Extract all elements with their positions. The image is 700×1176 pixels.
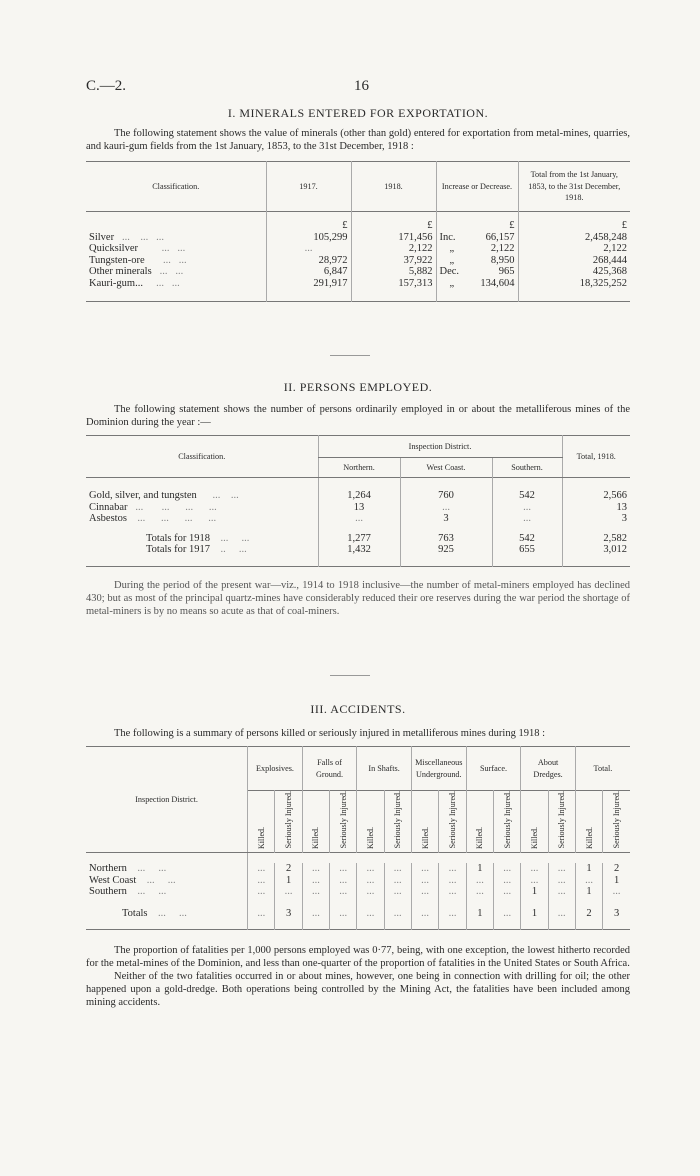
section-accidents — [86, 702, 630, 1009]
seriously-injured-label: Seriously Injured. — [448, 791, 458, 849]
killed-value: ... — [248, 875, 275, 887]
injured-value: ... — [548, 863, 575, 875]
total-value: 2,566 — [562, 490, 630, 502]
col-west-coast: West Coast. — [400, 458, 492, 478]
killed-value: ... — [357, 886, 384, 898]
killed-label: Killed. — [365, 826, 375, 849]
total-value: 425,368 — [518, 266, 630, 278]
injured-value: ... — [384, 863, 411, 875]
district-cell — [86, 875, 248, 887]
injured-value: ... — [275, 886, 302, 898]
total-value: 268,444 — [518, 255, 630, 267]
col-killed — [466, 791, 493, 853]
district-cell — [86, 908, 248, 920]
total-value: 2,458,248 — [518, 232, 630, 244]
col-1918: 1918. — [351, 162, 436, 212]
value-1918: 37,922 — [351, 255, 436, 267]
killed-value: ... — [248, 908, 275, 920]
injured-value: ... — [494, 886, 521, 898]
total-value: 2,582 — [562, 533, 630, 545]
southern-value: 542 — [492, 533, 562, 545]
injured-value: ... — [439, 863, 466, 875]
west-coast-value: 925 — [400, 544, 492, 556]
currency-symbol: £ — [518, 220, 630, 232]
injured-value: ... — [494, 863, 521, 875]
southern-value: 655 — [492, 544, 562, 556]
leader-dots: ... ... — [147, 907, 187, 919]
col-1917: 1917. — [266, 162, 351, 212]
document-reference: C.—2. — [86, 78, 127, 94]
injured-value: 2 — [275, 863, 302, 875]
killed-value: ... — [575, 875, 602, 887]
change-cell — [436, 278, 518, 290]
injured-value: ... — [439, 886, 466, 898]
col-seriously-injured — [603, 791, 630, 853]
col-killed — [411, 791, 438, 853]
section-divider — [330, 355, 370, 356]
table-row: Gold, silver, and tungsten ... ... 1,264 760 542 2,566 — [86, 490, 630, 502]
northern-value: ... — [318, 513, 400, 525]
injured-value: ... — [384, 875, 411, 887]
southern-value: ... — [492, 513, 562, 525]
killed-value: 1 — [521, 908, 548, 920]
northern-value: 1,277 — [318, 533, 400, 545]
totals-label: Totals — [122, 907, 148, 919]
col-misc-underground: Miscellaneous Underground. — [411, 747, 466, 791]
currency-symbol: £ — [436, 220, 518, 232]
killed-value: ... — [357, 875, 384, 887]
seriously-injured-label: Seriously Injured. — [557, 791, 567, 849]
west-coast-value: 763 — [400, 533, 492, 545]
total-value: 13 — [562, 502, 630, 514]
col-killed — [575, 791, 602, 853]
table-row: Tungsten-ore ... ... 28,972 37,922 „ 8,950 268,444 — [86, 255, 630, 267]
change-direction: „ — [449, 254, 455, 266]
col-seriously-injured — [548, 791, 575, 853]
injured-value: ... — [548, 875, 575, 887]
west-coast-value: 3 — [400, 513, 492, 525]
col-seriously-injured — [384, 791, 411, 853]
west-coast-value: 760 — [400, 490, 492, 502]
injured-value: ... — [548, 886, 575, 898]
fatality-rate-note: The proportion of fatalities per 1,000 persons employed was 0·77, being, with one exception, the lowest hitherto recorded for the metal-mines of the Dominion, and less than one-quarter of the proportion of fatalities in the United States or South Africa. — [86, 945, 630, 969]
killed-value: ... — [357, 908, 384, 920]
minerals-table — [86, 161, 630, 302]
col-total-since-1853: Total from the 1st January, 1853, to the 31st December, 1918. — [518, 162, 630, 212]
col-killed — [357, 791, 384, 853]
total-value: 18,325,252 — [518, 278, 630, 290]
injured-value: ... — [548, 908, 575, 920]
northern-value: 1,432 — [318, 544, 400, 556]
col-falls-of-ground: Falls of Ground. — [302, 747, 357, 791]
injured-value: 1 — [275, 875, 302, 887]
table-row — [86, 886, 630, 898]
seriously-injured-label: Seriously Injured. — [284, 791, 294, 849]
west-coast-value: ... — [400, 502, 492, 514]
col-total: Total. — [575, 747, 630, 791]
table-row — [86, 875, 630, 887]
injured-value: ... — [439, 908, 466, 920]
killed-label: Killed. — [529, 826, 539, 849]
col-killed — [248, 791, 275, 853]
col-total-1918: Total, 1918. — [562, 436, 630, 478]
table-row: Silver ... ... ... 105,299 171,456 Inc. 66,157 2,458,248 — [86, 232, 630, 244]
mineral-name: Other minerals — [89, 266, 152, 277]
injured-value: ... — [384, 886, 411, 898]
change-cell — [436, 232, 518, 244]
killed-label: Killed. — [311, 826, 321, 849]
southern-value: 542 — [492, 490, 562, 502]
district-cell — [86, 886, 248, 898]
change-cell — [436, 255, 518, 267]
section-persons-employed — [86, 380, 630, 618]
killed-label: Killed. — [475, 826, 485, 849]
value-1917: 28,972 — [266, 255, 351, 267]
table-row: Other minerals ... ... 6,847 5,882 Dec. 965 425,368 — [86, 266, 630, 278]
killed-value: ... — [411, 886, 438, 898]
mineral-name: Kauri-gum... — [89, 277, 143, 289]
seriously-injured-label: Seriously Injured. — [502, 791, 512, 849]
killed-value: 2 — [575, 908, 602, 920]
killed-value: ... — [521, 875, 548, 887]
col-seriously-injured — [494, 791, 521, 853]
col-southern: Southern. — [492, 458, 562, 478]
value-1917: 6,847 — [266, 266, 351, 278]
killed-value: 1 — [521, 886, 548, 898]
injured-value: 3 — [275, 908, 302, 920]
total-value: 3,012 — [562, 544, 630, 556]
col-explosives: Explosives. — [248, 747, 303, 791]
col-surface: Surface. — [466, 747, 521, 791]
section-intro: The following statement shows the number of persons ordinarily employed in or about the metalliferous mines of the Dominion during the year :— — [86, 404, 630, 428]
seriously-injured-label: Seriously Injured. — [393, 791, 403, 849]
killed-value: ... — [302, 886, 329, 898]
currency-symbol: £ — [351, 220, 436, 232]
page-number: 16 — [354, 78, 369, 94]
killed-label: Killed. — [256, 826, 266, 849]
section-minerals-exportation — [86, 106, 630, 302]
killed-value: ... — [411, 875, 438, 887]
northern-value: 13 — [318, 502, 400, 514]
killed-label: Killed. — [584, 826, 594, 849]
killed-value: ... — [411, 863, 438, 875]
total-value: 3 — [562, 513, 630, 525]
killed-value: ... — [302, 863, 329, 875]
killed-value: 1 — [466, 908, 493, 920]
injured-value: ... — [330, 863, 357, 875]
col-inspection-district: Inspection District. — [318, 436, 562, 458]
change-cell — [436, 243, 518, 255]
district-cell — [86, 863, 248, 875]
change-value: 134,604 — [480, 277, 515, 289]
injured-value: ... — [330, 908, 357, 920]
value-1918: 157,313 — [351, 278, 436, 290]
col-increase-decrease: Increase or Decrease. — [436, 162, 518, 212]
col-classification: Classification. — [86, 436, 318, 478]
change-direction: „ — [449, 277, 455, 289]
section-title: III. ACCIDENTS. — [310, 702, 406, 716]
section-divider — [330, 675, 370, 676]
injured-value: ... — [384, 908, 411, 920]
injured-value: ... — [494, 875, 521, 887]
injured-value: ... — [330, 886, 357, 898]
killed-value: ... — [357, 863, 384, 875]
mineral-name: Tungsten-ore — [89, 254, 145, 266]
totals-row: Totals for 1918 ... ... 1,277 763 542 2,582 — [86, 533, 630, 545]
col-seriously-injured — [275, 791, 302, 853]
change-value: 8,950 — [490, 254, 515, 266]
killed-value: ... — [302, 875, 329, 887]
northern-value: 1,264 — [318, 490, 400, 502]
col-classification: Classification. — [152, 181, 200, 191]
table-row: Asbestos ... ... ... ... ... 3 ... 3 — [86, 513, 630, 525]
injured-value: ... — [494, 908, 521, 920]
mineral-name: Silver — [89, 231, 115, 243]
value-1918: 5,882 — [351, 266, 436, 278]
col-northern: Northern. — [318, 458, 400, 478]
change-cell — [436, 266, 518, 278]
accidents-table — [86, 746, 630, 930]
change-direction: Dec. — [439, 266, 460, 277]
mineral-name: Quicksilver — [89, 243, 138, 254]
value-1918: 171,456 — [351, 232, 436, 244]
killed-label: Killed. — [420, 826, 430, 849]
southern-value: ... — [492, 502, 562, 514]
section-title: II. PERSONS EMPLOYED. — [283, 380, 433, 394]
col-in-shafts: In Shafts. — [357, 747, 412, 791]
killed-value: ... — [248, 863, 275, 875]
leader-dots: ... ... — [126, 863, 167, 874]
classification-name: Asbestos — [89, 513, 127, 524]
change-direction: „ — [449, 243, 455, 254]
killed-value: ... — [466, 875, 493, 887]
injured-value: ... — [330, 875, 357, 887]
totals-label: Totals for 1918 — [146, 532, 211, 544]
employment-note: During the period of the present war—viz., 1914 to 1918 inclusive—the number of metal-miners employed has declined 430; but as most of the principal quartz-mines have considerably reduced their ore reserves during the war period the shortage of metal-miners is by no means so acute as that of coal-miners. — [86, 579, 630, 617]
injured-value: 3 — [603, 908, 630, 920]
col-seriously-injured — [330, 791, 357, 853]
killed-value: ... — [521, 863, 548, 875]
injured-value: ... — [603, 886, 630, 898]
section-intro: The following statement shows the value of minerals (other than gold) entered for exportation from metal-mines, quarries, and kauri-gum fields from the 1st January, 1853, to the 31st December, 1918 : — [86, 128, 630, 152]
killed-value: ... — [302, 908, 329, 920]
section-title: I. MINERALS ENTERED FOR EXPORTATION. — [227, 106, 489, 120]
leader-dots: ... ... — [136, 874, 176, 886]
totals-row: Totals for 1917 .. ... 1,432 925 655 3,012 — [86, 544, 630, 556]
col-killed — [302, 791, 329, 853]
killed-value: ... — [248, 886, 275, 898]
col-seriously-injured — [439, 791, 466, 853]
value-1917: 291,917 — [266, 278, 351, 290]
col-about-dredges: About Dredges. — [521, 747, 576, 791]
classification-name: Cinnabar — [89, 501, 128, 513]
totals-row — [86, 908, 630, 920]
injured-value: ... — [439, 875, 466, 887]
district-name: Southern — [89, 886, 127, 897]
persons-employed-table — [86, 435, 630, 567]
killed-value: ... — [411, 908, 438, 920]
seriously-injured-label: Seriously Injured. — [338, 791, 348, 849]
change-value: 2,122 — [490, 243, 515, 254]
killed-value: 1 — [466, 863, 493, 875]
currency-symbol: £ — [266, 220, 351, 232]
injured-value: 2 — [603, 863, 630, 875]
change-value: 965 — [498, 266, 515, 277]
change-direction: Inc. — [439, 231, 456, 243]
totals-label: Totals for 1917 — [146, 544, 211, 555]
value-1918: 2,122 — [351, 243, 436, 255]
district-name: West Coast — [89, 874, 137, 886]
table-row: Cinnabar ... ... ... ... 13 ... ... 13 — [86, 502, 630, 514]
seriously-injured-label: Seriously Injured. — [612, 791, 622, 849]
injured-value: 1 — [603, 875, 630, 887]
district-name: Northern — [89, 863, 127, 874]
table-row: Kauri-gum... ... ... 291,917 157,313 „ 134,604 18,325,252 — [86, 278, 630, 290]
total-value: 2,122 — [518, 243, 630, 255]
change-value: 66,157 — [485, 231, 515, 243]
killed-value: ... — [466, 886, 493, 898]
killed-value: 1 — [575, 863, 602, 875]
col-killed — [521, 791, 548, 853]
value-1917: 105,299 — [266, 232, 351, 244]
classification-name: Gold, silver, and tungsten — [89, 490, 197, 501]
value-1917: ... — [266, 243, 351, 255]
table-row: Quicksilver ... ... ... 2,122 „ 2,122 2,122 — [86, 243, 630, 255]
killed-value: 1 — [575, 886, 602, 898]
leader-dots: ... ... — [126, 886, 167, 897]
fatality-context-note: Neither of the two fatalities occurred in or about mines, however, one being in connection with drilling for oil; the other happened upon a gold-dredge. Both operations being controlled by the Mining Act, the fatalities have been included among mining accidents. — [86, 971, 630, 1008]
section-intro: The following is a summary of persons killed or seriously injured in metalliferous mines during 1918 : — [114, 728, 546, 739]
table-row — [86, 863, 630, 875]
col-inspection-district: Inspection District. — [86, 747, 248, 853]
